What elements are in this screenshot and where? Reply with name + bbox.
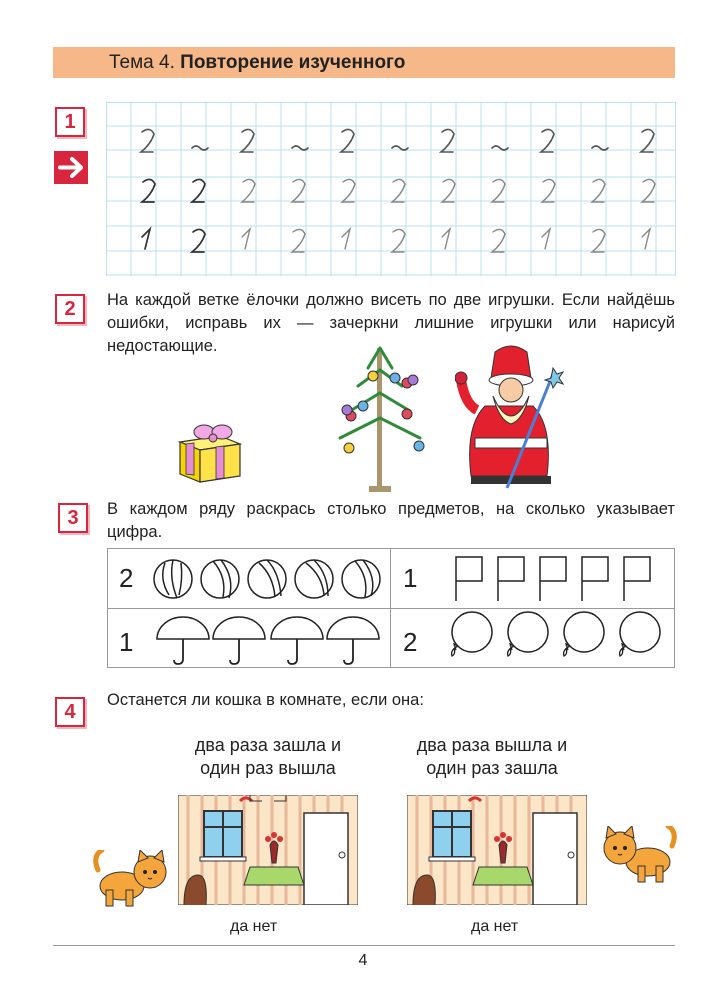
right-condition-line-1: два раза вышла и bbox=[416, 735, 568, 755]
answer-options-left[interactable]: да нет bbox=[230, 918, 278, 935]
umbrellas-row bbox=[155, 613, 383, 665]
answer-options-right[interactable]: да нет bbox=[471, 918, 519, 935]
cat-illustration-right bbox=[598, 826, 678, 884]
task-4-question: Останется ли кошка в комнате, если она: bbox=[107, 691, 424, 709]
right-condition-line-2: один раз зашла bbox=[426, 758, 558, 778]
gift-box-illustration bbox=[176, 420, 244, 484]
arrow-icon bbox=[54, 151, 88, 184]
room-illustration-right bbox=[407, 795, 587, 905]
balloons-count: 2 bbox=[403, 627, 418, 657]
task-2-number: 2 bbox=[55, 294, 85, 324]
task-3-number: 3 bbox=[58, 503, 88, 533]
handwriting-grid bbox=[106, 102, 676, 276]
cat-illustration-left bbox=[92, 850, 174, 908]
balloons-row bbox=[436, 608, 668, 666]
room-illustration-left bbox=[178, 795, 358, 905]
task-3-text: В каждом ряду раскрась столько предметов, на сколько указывает цифра. bbox=[107, 500, 675, 541]
page-number: 4 bbox=[358, 952, 368, 969]
santa-claus-illustration bbox=[455, 342, 567, 490]
christmas-tree-illustration bbox=[325, 338, 435, 495]
balls-count: 2 bbox=[119, 563, 134, 593]
left-condition-line-2: один раз вышла bbox=[200, 758, 336, 778]
footer-divider bbox=[53, 945, 675, 946]
topic-prefix: Тема 4. bbox=[109, 52, 175, 73]
topic-title: Повторение изученного bbox=[180, 52, 406, 73]
task-4-number: 4 bbox=[55, 697, 85, 727]
topic-heading bbox=[109, 52, 405, 74]
left-condition-line-1: два раза зашла и bbox=[194, 735, 342, 755]
flags-count: 1 bbox=[403, 563, 418, 593]
task-2-text: На каждой ветке ёлочки должно висеть по две игрушки. Если найдёшь ошибки, исправь их — зачеркни лишние игрушки или нарисуй недостающие. bbox=[107, 291, 675, 355]
task-1-number: 1 bbox=[55, 107, 85, 137]
striped-balls-row bbox=[151, 555, 383, 603]
flags-row bbox=[448, 553, 663, 603]
umbrellas-count: 1 bbox=[119, 627, 134, 657]
